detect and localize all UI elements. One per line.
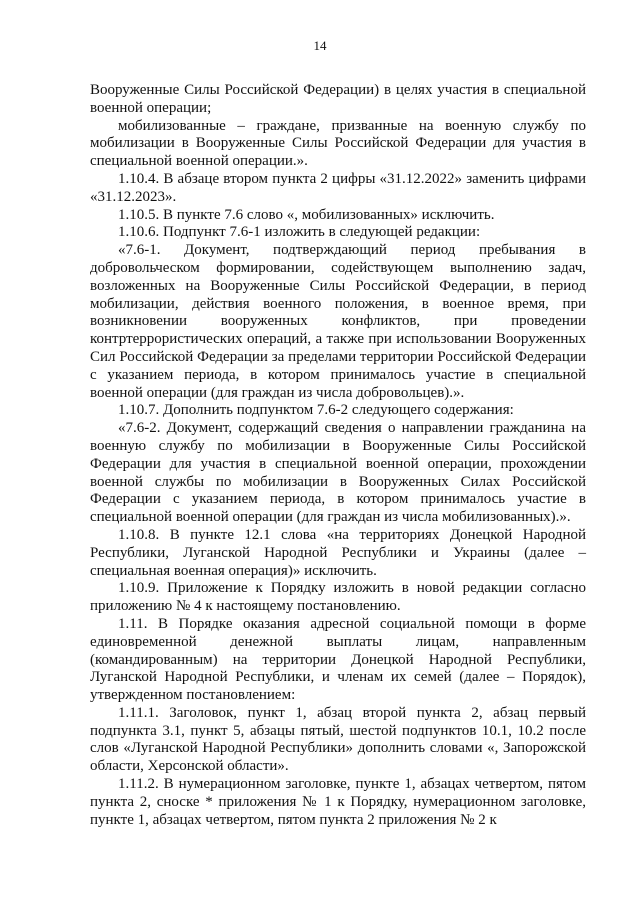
paragraph-1-11-1: 1.11.1. Заголовок, пункт 1, абзац второй пункта 2, абзац первый подпункта 3.1, пункт 5, абзацы пятый, шестой подпунктов 10.1, 10.2 после слов «Луганской Народной Республики» дополнить словами «, Запорожской области, Херсонской области». [90,704,586,775]
paragraph-7-6-2: «7.6-2. Документ, содержащий сведения о направлении гражданина на военную службу по мобилизации в Вооруженные Силы Российской Федерации для участия в специальной военной операции, прохождении военной службы по мобилизации в Вооруженных Силах Российской Федерации с указанием периода, в котором принималось участие в специальной военной операции (для граждан из числа мобилизованных).». [90,420,586,526]
paragraph-mobilized-definition: мобилизованные – граждане, призванные на военную службу по мобилизации в Вооруженные Силы Российской Федерации для участия в специальной военной операции.». [90,117,586,170]
paragraph-1-10-6: 1.10.6. Подпункт 7.6-1 изложить в следующей редакции: [118,224,481,241]
paragraph-1-10-7: 1.10.7. Дополнить подпунктом 7.6-2 следующего содержания: [118,402,514,419]
paragraph-1-10-5: 1.10.5. В пункте 7.6 слово «, мобилизованных» исключить. [118,206,495,223]
paragraph-1-11-2: 1.11.2. В нумерационном заголовке, пункте 1, абзацах четвертом, пятом пункта 2, сноске * приложения № 1 к Порядку, нумерационном заголовке, пункте 1, абзацах четвертом, пятом пункта 2 приложения № 2 к [90,776,586,828]
document-body [90,82,586,829]
page-number: 14 [313,38,327,53]
paragraph-continuation: Вооруженные Силы Российской Федерации) в целях участия в специальной военной операции; [90,82,586,116]
paragraph-7-6-1: «7.6-1. Документ, подтверждающий период пребывания в добровольческом формировании, содействующем выполнению задач, возложенных на Вооруженные Силы Российской Федерации, в период мобилизации, действия военного положения, в военное время, при возникновении вооруженных конфликтов, при проведении контртеррористических операций, а также при использовании Вооруженных Сил Российской Федерации за пределами территории Российской Федерации с указанием периода, в котором принималось участие в специальной военной операции (для граждан из числа добровольцев).». [90,242,586,401]
paragraph-1-11: 1.11. В Порядке оказания адресной социальной помощи в форме единовременной денежной выплаты лицам, направленным (командированным) на территории Донецкой Народной Республики, Луганской Народной Республики, и членам их семей (далее – Порядок), утвержденном постановлением: [90,615,586,704]
paragraph-1-10-8: 1.10.8. В пункте 12.1 слова «на территориях Донецкой Народной Республики, Луганской Народной Республики и Украины (далее – специальная военная операция)» исключить. [90,526,586,579]
paragraph-1-10-4: 1.10.4. В абзаце втором пункта 2 цифры «31.12.2022» заменить цифрами «31.12.2023». [90,170,586,205]
paragraph-1-10-9: 1.10.9. Приложение к Порядку изложить в новой редакции согласно приложению № 4 к настоящему постановлению. [90,580,586,615]
